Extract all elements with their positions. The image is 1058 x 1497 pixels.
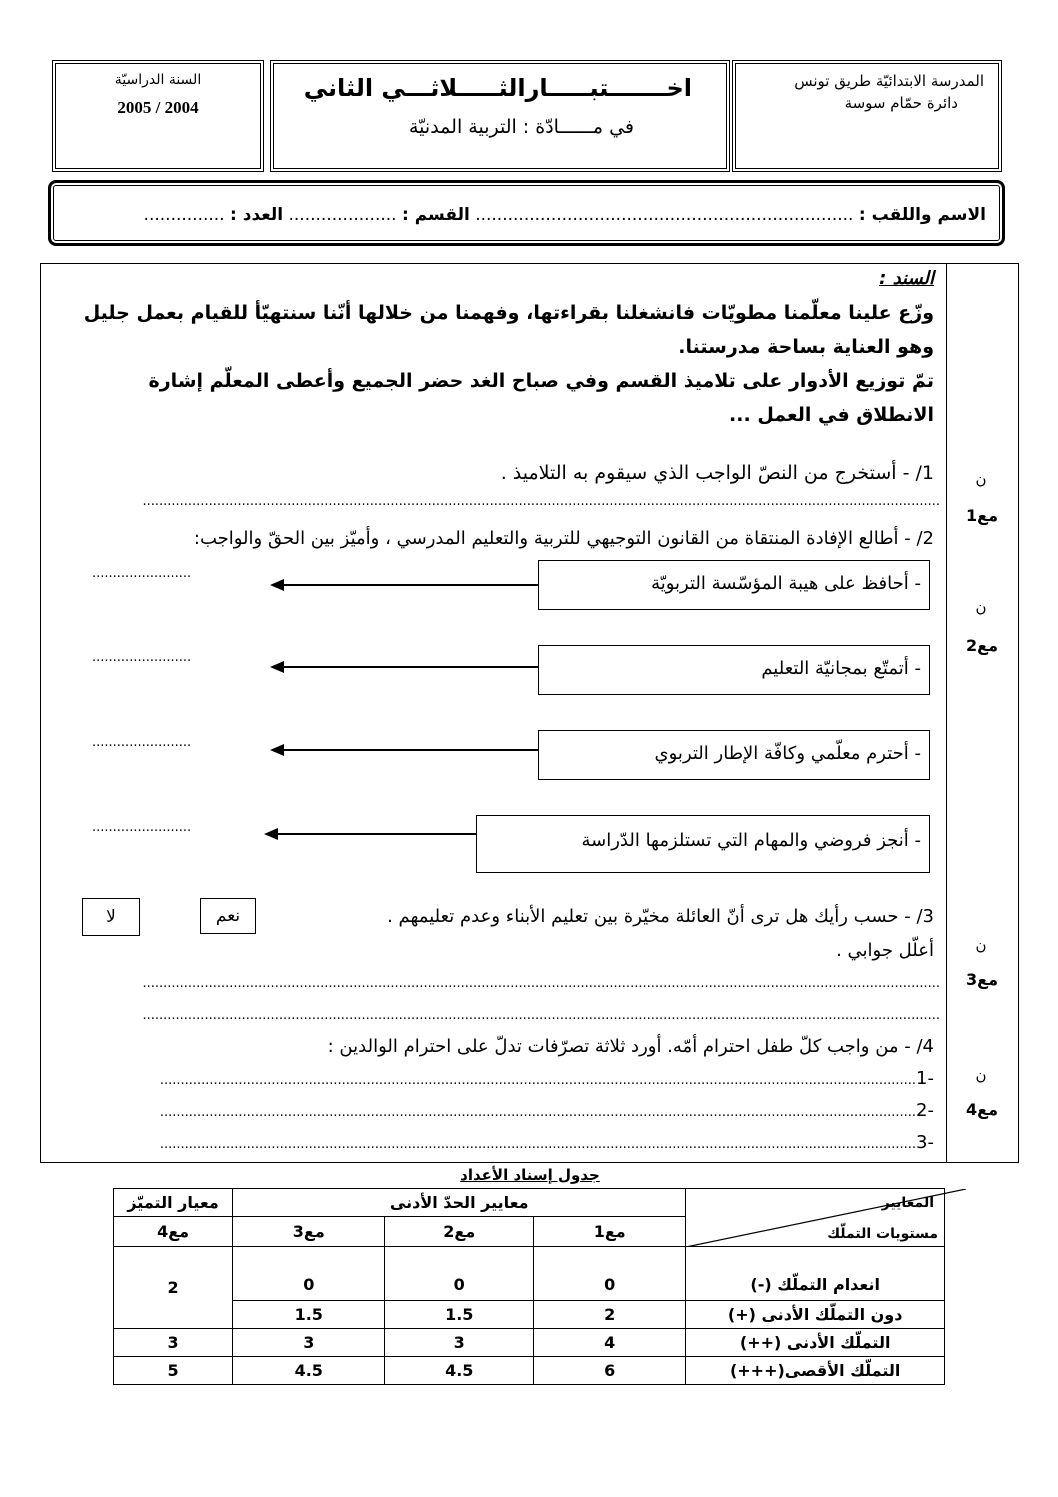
source-line-1: وزّع علينا معلّمنا مطويّات فانشغلنا بقراءتها، وفهمنا من خلالها أنّنا سنتهيّأ للقيام بعمل جليل [83,302,934,324]
header-year-box [52,60,264,172]
q2-arrow-4 [276,833,476,835]
q2-item-box-1 [538,560,930,610]
exam-subject: في مــــــادّة : التربية المدنيّة [409,116,634,138]
grading-excellence-header: معيار التميّز [114,1189,233,1217]
number-field[interactable]: ............... [143,205,225,225]
q2-arrow-3 [282,749,538,751]
grading-r2-c1: 2 [534,1301,686,1329]
q3-justify: أعلّل جوابي . [836,940,934,961]
grading-corner-bottom: مستويات التملّك [827,1226,938,1242]
q2-arrowhead-3 [270,744,284,756]
grading-min-header: معايير الحدّ الأدنى [233,1189,686,1217]
q4-line-3-dots[interactable]: ....................................................................................................................................................................................... [159,1137,917,1152]
grading-r3-c2: 3 [385,1329,534,1357]
student-info-row [144,205,986,225]
year-label: السنة الدراسيّة [114,72,202,88]
q3-yes-label: نعم [215,906,241,926]
grading-r3-c3: 3 [233,1329,385,1357]
grading-r4-c3: 4.5 [233,1357,385,1385]
q2-item-box-4 [476,815,930,873]
header-title-box [270,60,730,172]
grading-level-2: دون التملّك الأدنى (+) [686,1301,945,1329]
grading-corner-top: المعايير [881,1195,934,1211]
q2-item-box-2 [538,645,930,695]
grading-ex-2: 3 [114,1329,233,1357]
q3-no-box[interactable] [82,898,140,936]
grading-level-1: انعدام التملّك (-) [686,1247,945,1301]
margin-crit-2: مع2 [966,636,998,655]
class-field[interactable]: .................... [288,205,397,225]
q4-line-1 [68,1068,934,1089]
q2-answer-3[interactable]: ........................ [92,735,192,750]
q1-text: 1/ - أستخرج من النصّ الواجب الذي سيقوم به التلاميذ . [500,462,934,484]
grading-corner-cell [686,1189,945,1247]
q4-line-1-dots[interactable]: ....................................................................................................................................................................................... [159,1073,917,1088]
grading-level-4: التملّك الأقصى(+++) [686,1357,945,1385]
q2-text: 2/ - أطالع الإفادة المنتقاة من القانون التوجيهي للتربية والتعليم المدرسي ، وأميّز بين الحقّ والواجب: [193,528,934,549]
class-label: القسم : [401,205,470,225]
grading-table [113,1188,945,1385]
q2-item-3: - أحترم معلّمي وكافّة الإطار التربوي [654,743,921,764]
q3-answer-line-2[interactable]: ................................................................................................................................................................................................. [142,1008,940,1023]
q4-line-2-num: -2 [916,1100,934,1121]
q1-answer-line[interactable]: ................................................................................................................................................................................................. [142,494,940,509]
margin-u-3: ن [975,936,987,954]
grading-r1-c2: 0 [385,1247,534,1301]
exam-title: اخـــــــتبـــــارالثـــــلاثـــي الثاني [303,74,692,102]
margin-u-4: ن [975,1066,987,1084]
grading-r3-c1: 4 [534,1329,686,1357]
margin-crit-3: مع3 [966,970,998,989]
q2-arrowhead-1 [270,579,284,591]
q3-no-label: لا [106,907,116,927]
grading-r1-c3: 0 [233,1247,385,1301]
margin-u-2: ن [975,598,987,616]
grading-r2-c3: 1.5 [233,1301,385,1329]
q2-arrow-2 [282,666,538,668]
margin-divider [946,263,947,1163]
q2-item-2: - أتمتّع بمجانيّة التعليم [761,658,921,679]
q3-answer-line-1[interactable]: ................................................................................................................................................................................................. [142,976,940,991]
q4-line-3-num: -3 [916,1132,934,1153]
q3-text: 3/ - حسب رأيك هل ترى أنّ العائلة مخيّرة بين تعليم الأبناء وعدم تعليمهم . [387,906,934,927]
grading-crit-1: مع1 [534,1217,686,1247]
q2-arrow-1 [282,584,538,586]
grading-crit-3: مع3 [233,1217,385,1247]
q4-line-2 [68,1100,934,1121]
source-line-4: الانطلاق في العمل ... [729,404,934,426]
grading-ex-1: 2 [114,1247,233,1329]
name-label: الاسم واللقب : [858,205,986,225]
grading-r2-c2: 1.5 [385,1301,534,1329]
q3-yes-box[interactable] [200,898,256,934]
q4-line-2-dots[interactable]: ....................................................................................................................................................................................... [159,1105,917,1120]
grading-r4-c1: 6 [534,1357,686,1385]
q2-answer-2[interactable]: ........................ [92,650,192,665]
student-info-box [48,180,1005,246]
grading-r4-c2: 4.5 [385,1357,534,1385]
grading-level-3: التملّك الأدنى (++) [686,1329,945,1357]
school-name: المدرسة الابتدائيّة طريق تونس [794,72,984,90]
district-name: دائرة حمّام سوسة [844,94,958,112]
number-label: العدد : [230,205,284,225]
grading-r1-c1: 0 [534,1247,686,1301]
margin-crit-4: مع4 [966,1100,998,1119]
main-frame [40,263,1019,1163]
grading-crit-2: مع2 [385,1217,534,1247]
q2-arrowhead-4 [264,828,278,840]
header-school-box [732,60,1002,172]
grading-title: جدول إسناد الأعداد [460,1166,600,1184]
q2-arrowhead-2 [270,661,284,673]
source-line-2: وهو العناية بساحة مدرستنا. [678,336,934,358]
q2-item-4: - أنجز فروضي والمهام التي تستلزمها الدّراسة [581,830,921,851]
q2-item-1: - أحافظ على هيبة المؤسّسة التربويّة [651,573,921,594]
q4-text: 4/ - من واجب كلّ طفل احترام أمّه. أورد ثلاثة تصرّفات تدلّ على احترام الوالدين : [327,1036,934,1057]
year-value: 2005 / 2004 [117,98,199,117]
name-field[interactable]: ...................................................................... [475,205,854,225]
source-line-3: تمّ توزيع الأدوار على تلاميذ القسم وفي صباح الغد حضر الجميع وأعطى المعلّم إشارة [148,370,934,392]
source-label: السند : [879,268,934,289]
q2-item-box-3 [538,730,930,780]
q2-answer-4[interactable]: ........................ [92,820,192,835]
q4-line-3 [68,1132,934,1153]
grading-ex-3: 5 [114,1357,233,1385]
margin-u-1: ن [975,470,987,488]
grading-crit-4: مع4 [114,1217,233,1247]
q2-answer-1[interactable]: ........................ [92,566,192,581]
q4-line-1-num: -1 [916,1068,934,1089]
margin-crit-1: مع1 [966,506,998,525]
